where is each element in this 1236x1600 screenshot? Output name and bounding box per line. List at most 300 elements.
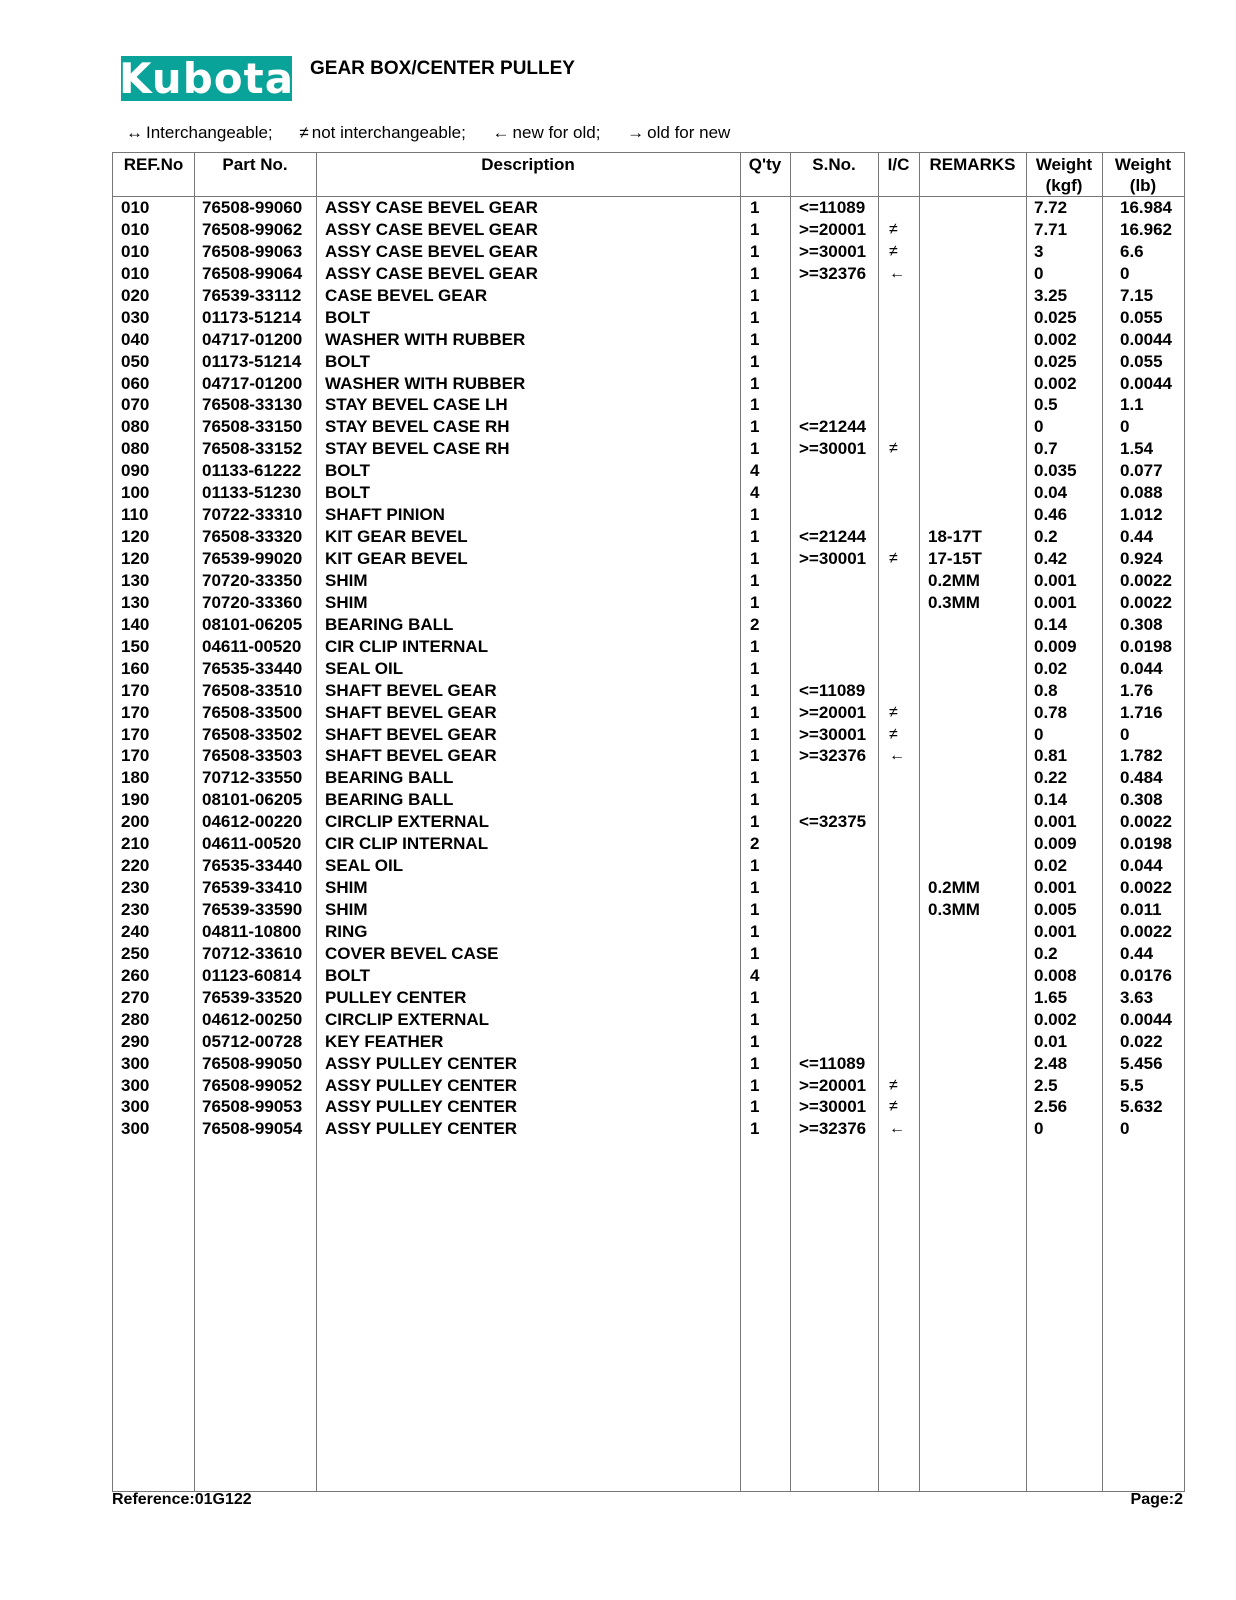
cell-weight-lb: 0.484 xyxy=(1120,768,1163,788)
table-row xyxy=(113,789,1184,811)
cell-weight-lb: 5.456 xyxy=(1120,1053,1163,1073)
cell-part-no: 76535-33440 xyxy=(202,658,303,678)
cell-qty: 1 xyxy=(750,900,760,919)
cell-part-no: 01123-60814 xyxy=(202,965,302,985)
cell-qty: 1 xyxy=(750,812,760,832)
cell-part-no: 76508-33150 xyxy=(202,417,303,437)
table-row xyxy=(113,482,1184,504)
cell-weight-kgf: 0.46 xyxy=(1034,505,1068,525)
cell-serial-no: >=30001 xyxy=(799,1097,867,1117)
table-row xyxy=(113,899,1184,921)
cell-remarks: 18-17T xyxy=(928,527,982,547)
table-row xyxy=(113,592,1184,614)
table-row xyxy=(113,526,1184,548)
cell-weight-lb: 3.63 xyxy=(1120,987,1154,1007)
cell-description: CASE BEVEL GEAR xyxy=(325,285,488,305)
cell-ic: ≠ xyxy=(889,242,898,260)
cell-ref-no: 140 xyxy=(121,614,150,634)
cell-ref-no: 300 xyxy=(121,1075,150,1095)
cell-weight-kgf: 0 xyxy=(1034,263,1044,283)
table-row xyxy=(113,504,1184,526)
cell-weight-kgf: 0.001 xyxy=(1034,878,1077,898)
table-row xyxy=(113,1118,1184,1140)
cell-part-no: 04611-00520 xyxy=(202,636,302,656)
cell-weight-lb: 0.077 xyxy=(1120,461,1163,481)
table-row xyxy=(113,987,1184,1009)
cell-weight-kgf: 0.22 xyxy=(1034,768,1068,788)
cell-qty: 1 xyxy=(750,943,760,963)
cell-ref-no: 300 xyxy=(121,1097,150,1117)
table-row xyxy=(113,855,1184,877)
cell-qty: 1 xyxy=(750,592,760,612)
cell-part-no: 70712-33610 xyxy=(202,943,303,963)
cell-description: SHIM xyxy=(325,878,368,898)
cell-qty: 1 xyxy=(750,241,760,261)
cell-part-no: 01133-51230 xyxy=(202,483,302,503)
cell-description: SHAFT PINION xyxy=(325,505,445,525)
cell-serial-no: >=30001 xyxy=(799,439,867,459)
table-row xyxy=(113,394,1184,416)
cell-ic: ← xyxy=(889,1120,905,1138)
cell-ref-no: 040 xyxy=(121,329,150,349)
cell-description: STAY BEVEL CASE RH xyxy=(325,439,510,459)
cell-ref-no: 060 xyxy=(121,373,150,393)
cell-ic: ≠ xyxy=(889,1098,898,1116)
table-row xyxy=(113,943,1184,965)
table-row xyxy=(113,833,1184,855)
cell-ref-no: 300 xyxy=(121,1053,150,1073)
cell-part-no: 76508-99052 xyxy=(202,1075,303,1095)
legend-text: not interchangeable; xyxy=(311,123,466,142)
cell-weight-kgf: 2.5 xyxy=(1034,1075,1058,1095)
cell-qty: 1 xyxy=(750,790,760,810)
cell-description: BOLT xyxy=(325,965,371,985)
cell-description: SEAL OIL xyxy=(325,658,404,678)
cell-qty: 1 xyxy=(750,680,760,700)
cell-qty: 1 xyxy=(750,307,760,327)
cell-part-no: 76508-99064 xyxy=(202,263,303,283)
cell-ref-no: 160 xyxy=(121,658,150,678)
cell-weight-kgf: 0.035 xyxy=(1034,461,1077,481)
cell-ref-no: 260 xyxy=(121,965,150,985)
cell-ref-no: 130 xyxy=(121,592,150,612)
cell-qty: 1 xyxy=(750,351,760,371)
cell-weight-kgf: 2.48 xyxy=(1034,1053,1068,1073)
legend-not-interchangeable xyxy=(299,123,465,142)
cell-qty: 1 xyxy=(750,987,760,1007)
cell-qty: 2 xyxy=(750,614,760,634)
legend-new-for-old xyxy=(493,123,601,142)
interchangeability-legend xyxy=(126,123,752,143)
cell-qty: 1 xyxy=(750,219,760,239)
cell-weight-kgf: 0.78 xyxy=(1034,702,1068,722)
col-header-weight-kgf: Weight (kgf) xyxy=(1035,155,1093,195)
cell-description: STAY BEVEL CASE RH xyxy=(325,417,510,437)
cell-description: SHAFT BEVEL GEAR xyxy=(325,702,497,722)
table-row xyxy=(113,745,1184,767)
cell-ref-no: 270 xyxy=(121,987,150,1007)
cell-ref-no: 210 xyxy=(121,834,150,854)
cell-weight-lb: 1.012 xyxy=(1120,505,1163,525)
cell-ic: ≠ xyxy=(889,703,898,721)
cell-qty: 1 xyxy=(750,395,760,415)
cell-weight-lb: 0.0022 xyxy=(1120,592,1172,612)
cell-part-no: 76508-99050 xyxy=(202,1053,303,1073)
cell-description: ASSY CASE BEVEL GEAR xyxy=(325,263,538,283)
cell-weight-lb: 5.5 xyxy=(1120,1075,1144,1095)
cell-ref-no: 230 xyxy=(121,878,150,898)
col-header-remarks: REMARKS xyxy=(929,155,1016,174)
cell-description: SHAFT BEVEL GEAR xyxy=(325,746,497,766)
cell-qty: 1 xyxy=(750,724,760,744)
cell-weight-kgf: 7.71 xyxy=(1034,219,1068,239)
cell-qty: 1 xyxy=(750,1009,760,1029)
cell-ref-no: 080 xyxy=(121,417,150,437)
cell-weight-kgf: 3.25 xyxy=(1034,285,1068,305)
cell-description: WASHER WITH RUBBER xyxy=(325,373,526,393)
cell-weight-kgf: 0.001 xyxy=(1034,592,1077,612)
cell-weight-lb: 0.088 xyxy=(1120,483,1163,503)
cell-weight-lb: 16.962 xyxy=(1120,219,1172,239)
cell-ref-no: 300 xyxy=(121,1119,150,1139)
cell-qty: 1 xyxy=(750,263,760,283)
cell-ref-no: 200 xyxy=(121,812,150,832)
cell-part-no: 70712-33550 xyxy=(202,768,303,788)
cell-qty: 1 xyxy=(750,921,760,941)
cell-serial-no: >=20001 xyxy=(799,702,867,722)
cell-weight-lb: 0 xyxy=(1120,1119,1130,1139)
cell-weight-kgf: 0.001 xyxy=(1034,570,1077,590)
cell-serial-no: >=20001 xyxy=(799,219,867,239)
cell-description: ASSY PULLEY CENTER xyxy=(325,1097,518,1117)
right-arrow-icon: → xyxy=(627,123,645,142)
col-header-ref: REF.No xyxy=(123,155,184,174)
cell-ref-no: 180 xyxy=(121,768,150,788)
cell-part-no: 08101-06205 xyxy=(202,790,303,810)
cell-weight-lb: 0.0022 xyxy=(1120,812,1172,832)
cell-description: ASSY CASE BEVEL GEAR xyxy=(325,241,538,261)
cell-description: COVER BEVEL CASE xyxy=(325,943,499,963)
cell-description: ASSY PULLEY CENTER xyxy=(325,1075,518,1095)
table-row xyxy=(113,241,1184,263)
cell-qty: 1 xyxy=(750,702,760,722)
table-row xyxy=(113,329,1184,351)
cell-weight-lb: 0.0022 xyxy=(1120,878,1172,898)
cell-description: BOLT xyxy=(325,483,371,503)
legend-text: old for new xyxy=(647,123,731,142)
cell-qty: 1 xyxy=(750,1097,760,1117)
cell-qty: 1 xyxy=(750,658,760,678)
cell-qty: 1 xyxy=(750,746,760,766)
cell-weight-kgf: 0.42 xyxy=(1034,549,1068,568)
table-row xyxy=(113,263,1184,285)
cell-description: BEARING BALL xyxy=(325,790,454,810)
cell-weight-kgf: 0 xyxy=(1034,417,1044,437)
cell-part-no: 76535-33440 xyxy=(202,856,303,876)
cell-part-no: 04717-01200 xyxy=(202,329,303,349)
cell-part-no: 76508-99063 xyxy=(202,241,303,261)
cell-part-no: 01173-51214 xyxy=(202,351,302,371)
cell-weight-kgf: 0 xyxy=(1034,1119,1044,1139)
cell-ref-no: 170 xyxy=(121,724,150,744)
cell-weight-kgf: 0.14 xyxy=(1034,614,1068,634)
cell-weight-lb: 0.308 xyxy=(1120,614,1163,634)
cell-part-no: 76539-99020 xyxy=(202,549,303,568)
cell-ref-no: 080 xyxy=(121,439,150,459)
cell-qty: 1 xyxy=(750,527,760,547)
cell-qty: 4 xyxy=(750,483,760,503)
cell-weight-lb: 5.632 xyxy=(1120,1097,1163,1117)
cell-ref-no: 290 xyxy=(121,1031,150,1051)
table-row xyxy=(113,811,1184,833)
cell-serial-no: <=21244 xyxy=(799,527,867,547)
cell-description: ASSY PULLEY CENTER xyxy=(325,1053,518,1073)
table-row xyxy=(113,724,1184,746)
cell-description: BEARING BALL xyxy=(325,614,454,634)
cell-weight-kgf: 0.02 xyxy=(1034,856,1068,876)
cell-weight-kgf: 1.65 xyxy=(1034,987,1068,1007)
cell-ref-no: 170 xyxy=(121,702,150,722)
cell-serial-no: <=11089 xyxy=(799,198,866,217)
legend-interchangeable xyxy=(126,123,273,142)
cell-part-no: 76508-33320 xyxy=(202,527,303,547)
cell-ref-no: 130 xyxy=(121,570,150,590)
cell-part-no: 76508-33130 xyxy=(202,395,303,415)
cell-weight-kgf: 0.2 xyxy=(1034,527,1058,547)
cell-weight-lb: 1.716 xyxy=(1120,702,1163,722)
cell-part-no: 04612-00220 xyxy=(202,812,303,832)
cell-ref-no: 190 xyxy=(121,790,150,810)
cell-part-no: 05712-00728 xyxy=(202,1031,303,1051)
cell-weight-lb: 1.782 xyxy=(1120,746,1163,766)
table-row xyxy=(113,438,1184,460)
cell-ref-no: 020 xyxy=(121,285,150,305)
cell-description: BEARING BALL xyxy=(325,768,454,788)
cell-part-no: 76508-33502 xyxy=(202,724,303,744)
cell-weight-lb: 0 xyxy=(1120,417,1130,437)
table-row xyxy=(113,658,1184,680)
cell-description: WASHER WITH RUBBER xyxy=(325,329,526,349)
table-row xyxy=(113,219,1184,241)
cell-weight-kgf: 0.008 xyxy=(1034,965,1077,985)
cell-weight-lb: 0.44 xyxy=(1120,527,1154,547)
cell-weight-lb: 0.44 xyxy=(1120,943,1154,963)
cell-weight-lb: 1.76 xyxy=(1120,680,1154,700)
table-row xyxy=(113,416,1184,438)
cell-weight-kgf: 0.009 xyxy=(1034,834,1077,854)
cell-weight-lb: 7.15 xyxy=(1120,285,1154,305)
cell-weight-lb: 0.055 xyxy=(1120,307,1163,327)
cell-serial-no: <=32375 xyxy=(799,812,867,832)
cell-weight-kgf: 0.81 xyxy=(1034,746,1068,766)
page-title: GEAR BOX/CENTER PULLEY xyxy=(310,58,575,79)
cell-part-no: 76508-33510 xyxy=(202,680,303,700)
cell-ref-no: 010 xyxy=(121,198,150,217)
cell-qty: 1 xyxy=(750,1075,760,1095)
cell-part-no: 01173-51214 xyxy=(202,307,302,327)
cell-remarks: 0.2MM xyxy=(928,878,980,898)
cell-ref-no: 010 xyxy=(121,219,150,239)
page-number: Page:2 xyxy=(1130,1491,1183,1508)
cell-remarks: 0.2MM xyxy=(928,570,980,590)
table-row xyxy=(113,307,1184,329)
table-row xyxy=(113,570,1184,592)
left-arrow-icon: ← xyxy=(492,123,510,142)
cell-ic: ← xyxy=(889,264,905,282)
cell-part-no: 76539-33520 xyxy=(202,987,303,1007)
table-row xyxy=(113,636,1184,658)
cell-weight-kgf: 2.56 xyxy=(1034,1097,1068,1117)
cell-ref-no: 240 xyxy=(121,921,150,941)
cell-qty: 1 xyxy=(750,549,760,568)
cell-description: CIRCLIP EXTERNAL xyxy=(325,812,490,832)
cell-ref-no: 010 xyxy=(121,263,150,283)
table-row xyxy=(113,197,1184,219)
cell-qty: 1 xyxy=(750,417,760,437)
cell-weight-kgf: 0.009 xyxy=(1034,636,1077,656)
cell-serial-no: >=32376 xyxy=(799,263,867,283)
table-row xyxy=(113,702,1184,724)
cell-description: KIT GEAR BEVEL xyxy=(325,549,468,568)
cell-serial-no: <=11089 xyxy=(799,1053,866,1073)
legend-text: Interchangeable; xyxy=(146,123,273,142)
cell-weight-kgf: 0.14 xyxy=(1034,790,1068,810)
cell-ref-no: 220 xyxy=(121,856,150,876)
cell-weight-kgf: 0.001 xyxy=(1034,921,1077,941)
cell-part-no: 70722-33310 xyxy=(202,505,303,525)
cell-weight-lb: 1.54 xyxy=(1120,439,1154,459)
cell-weight-lb: 0.022 xyxy=(1120,1031,1163,1051)
cell-qty: 2 xyxy=(750,834,760,854)
cell-qty: 1 xyxy=(750,856,760,876)
table-row xyxy=(113,1031,1184,1053)
cell-weight-kgf: 0 xyxy=(1034,724,1044,744)
cell-weight-lb: 0.0176 xyxy=(1120,965,1172,985)
cell-description: BOLT xyxy=(325,307,371,327)
cell-weight-lb: 6.6 xyxy=(1120,241,1144,261)
cell-description: ASSY CASE BEVEL GEAR xyxy=(325,198,538,217)
cell-description: ASSY PULLEY CENTER xyxy=(325,1119,518,1139)
cell-weight-lb: 0 xyxy=(1120,724,1130,744)
cell-part-no: 70720-33360 xyxy=(202,592,303,612)
cell-ref-no: 100 xyxy=(121,483,150,503)
cell-qty: 1 xyxy=(750,1031,760,1051)
cell-serial-no: >=32376 xyxy=(799,746,867,766)
cell-weight-lb: 0.0044 xyxy=(1120,373,1172,393)
cell-description: SEAL OIL xyxy=(325,856,404,876)
col-header-description: Description xyxy=(481,155,575,174)
cell-part-no: 04717-01200 xyxy=(202,373,303,393)
cell-description: ASSY CASE BEVEL GEAR xyxy=(325,219,538,239)
cell-ref-no: 120 xyxy=(121,549,150,568)
cell-description: RING xyxy=(325,921,368,941)
cell-weight-kgf: 0.01 xyxy=(1034,1031,1068,1051)
parts-table xyxy=(112,152,1185,1492)
cell-qty: 1 xyxy=(750,373,760,393)
cell-remarks: 0.3MM xyxy=(928,900,980,919)
legend-old-for-new xyxy=(627,123,730,142)
cell-ic: ≠ xyxy=(889,220,898,238)
cell-description: BOLT xyxy=(325,461,371,481)
cell-description: BOLT xyxy=(325,351,371,371)
legend-text: new for old; xyxy=(512,123,601,142)
cell-part-no: 76508-33503 xyxy=(202,746,303,766)
cell-ic: ≠ xyxy=(889,1076,898,1094)
cell-part-no: 01133-61222 xyxy=(202,461,302,481)
table-row xyxy=(113,351,1184,373)
cell-qty: 1 xyxy=(750,285,760,305)
kubota-logo: Kubota xyxy=(118,53,295,103)
table-row xyxy=(113,548,1184,570)
cell-qty: 4 xyxy=(750,461,760,481)
cell-weight-lb: 0.924 xyxy=(1120,549,1163,568)
cell-serial-no: >=30001 xyxy=(799,241,867,261)
cell-ic: ≠ xyxy=(889,725,898,743)
table-row xyxy=(113,460,1184,482)
cell-weight-lb: 0 xyxy=(1120,263,1130,283)
cell-qty: 1 xyxy=(750,878,760,898)
cell-ref-no: 090 xyxy=(121,461,150,481)
cell-part-no: 76539-33410 xyxy=(202,878,303,898)
col-header-part-no: Part No. xyxy=(222,155,288,174)
cell-weight-lb: 0.044 xyxy=(1120,658,1163,678)
cell-weight-kgf: 0.005 xyxy=(1034,900,1077,919)
cell-serial-no: >=32376 xyxy=(799,1119,867,1139)
cell-weight-kgf: 0.025 xyxy=(1034,351,1077,371)
cell-ref-no: 010 xyxy=(121,241,150,261)
not-equal-icon: ≠ xyxy=(299,123,309,142)
cell-serial-no: >=30001 xyxy=(799,549,867,568)
cell-serial-no: >=30001 xyxy=(799,724,867,744)
table-row xyxy=(113,1053,1184,1075)
cell-weight-kgf: 0.7 xyxy=(1034,439,1058,459)
cell-ref-no: 050 xyxy=(121,351,150,371)
cell-remarks: 17-15T xyxy=(928,549,982,568)
cell-weight-kgf: 0.002 xyxy=(1034,329,1077,349)
cell-weight-kgf: 0.002 xyxy=(1034,1009,1077,1029)
cell-description: SHAFT BEVEL GEAR xyxy=(325,724,497,744)
cell-part-no: 04612-00250 xyxy=(202,1009,303,1029)
cell-remarks: 0.3MM xyxy=(928,592,980,612)
cell-weight-kgf: 0.5 xyxy=(1034,395,1058,415)
cell-description: STAY BEVEL CASE LH xyxy=(325,395,508,415)
cell-description: SHIM xyxy=(325,570,368,590)
cell-qty: 1 xyxy=(750,570,760,590)
cell-weight-lb: 0.0022 xyxy=(1120,921,1172,941)
cell-qty: 1 xyxy=(750,1119,760,1139)
cell-qty: 1 xyxy=(750,198,760,217)
table-row xyxy=(113,614,1184,636)
cell-description: SHIM xyxy=(325,592,368,612)
cell-ref-no: 070 xyxy=(121,395,150,415)
reference-code: Reference:01G122 xyxy=(112,1491,252,1508)
cell-qty: 1 xyxy=(750,636,760,656)
cell-part-no: 76508-33500 xyxy=(202,702,303,722)
cell-description: CIRCLIP EXTERNAL xyxy=(325,1009,490,1029)
cell-weight-lb: 0.0198 xyxy=(1120,636,1172,656)
cell-ref-no: 030 xyxy=(121,307,150,327)
col-header-serial: S.No. xyxy=(812,155,856,174)
cell-ref-no: 250 xyxy=(121,943,150,963)
cell-description: CIR CLIP INTERNAL xyxy=(325,834,489,854)
cell-weight-lb: 0.0044 xyxy=(1120,1009,1172,1029)
cell-part-no: 76508-99053 xyxy=(202,1097,303,1117)
cell-weight-lb: 0.055 xyxy=(1120,351,1163,371)
table-row xyxy=(113,1009,1184,1031)
cell-ref-no: 120 xyxy=(121,527,150,547)
cell-part-no: 76508-99054 xyxy=(202,1119,303,1139)
cell-qty: 1 xyxy=(750,439,760,459)
